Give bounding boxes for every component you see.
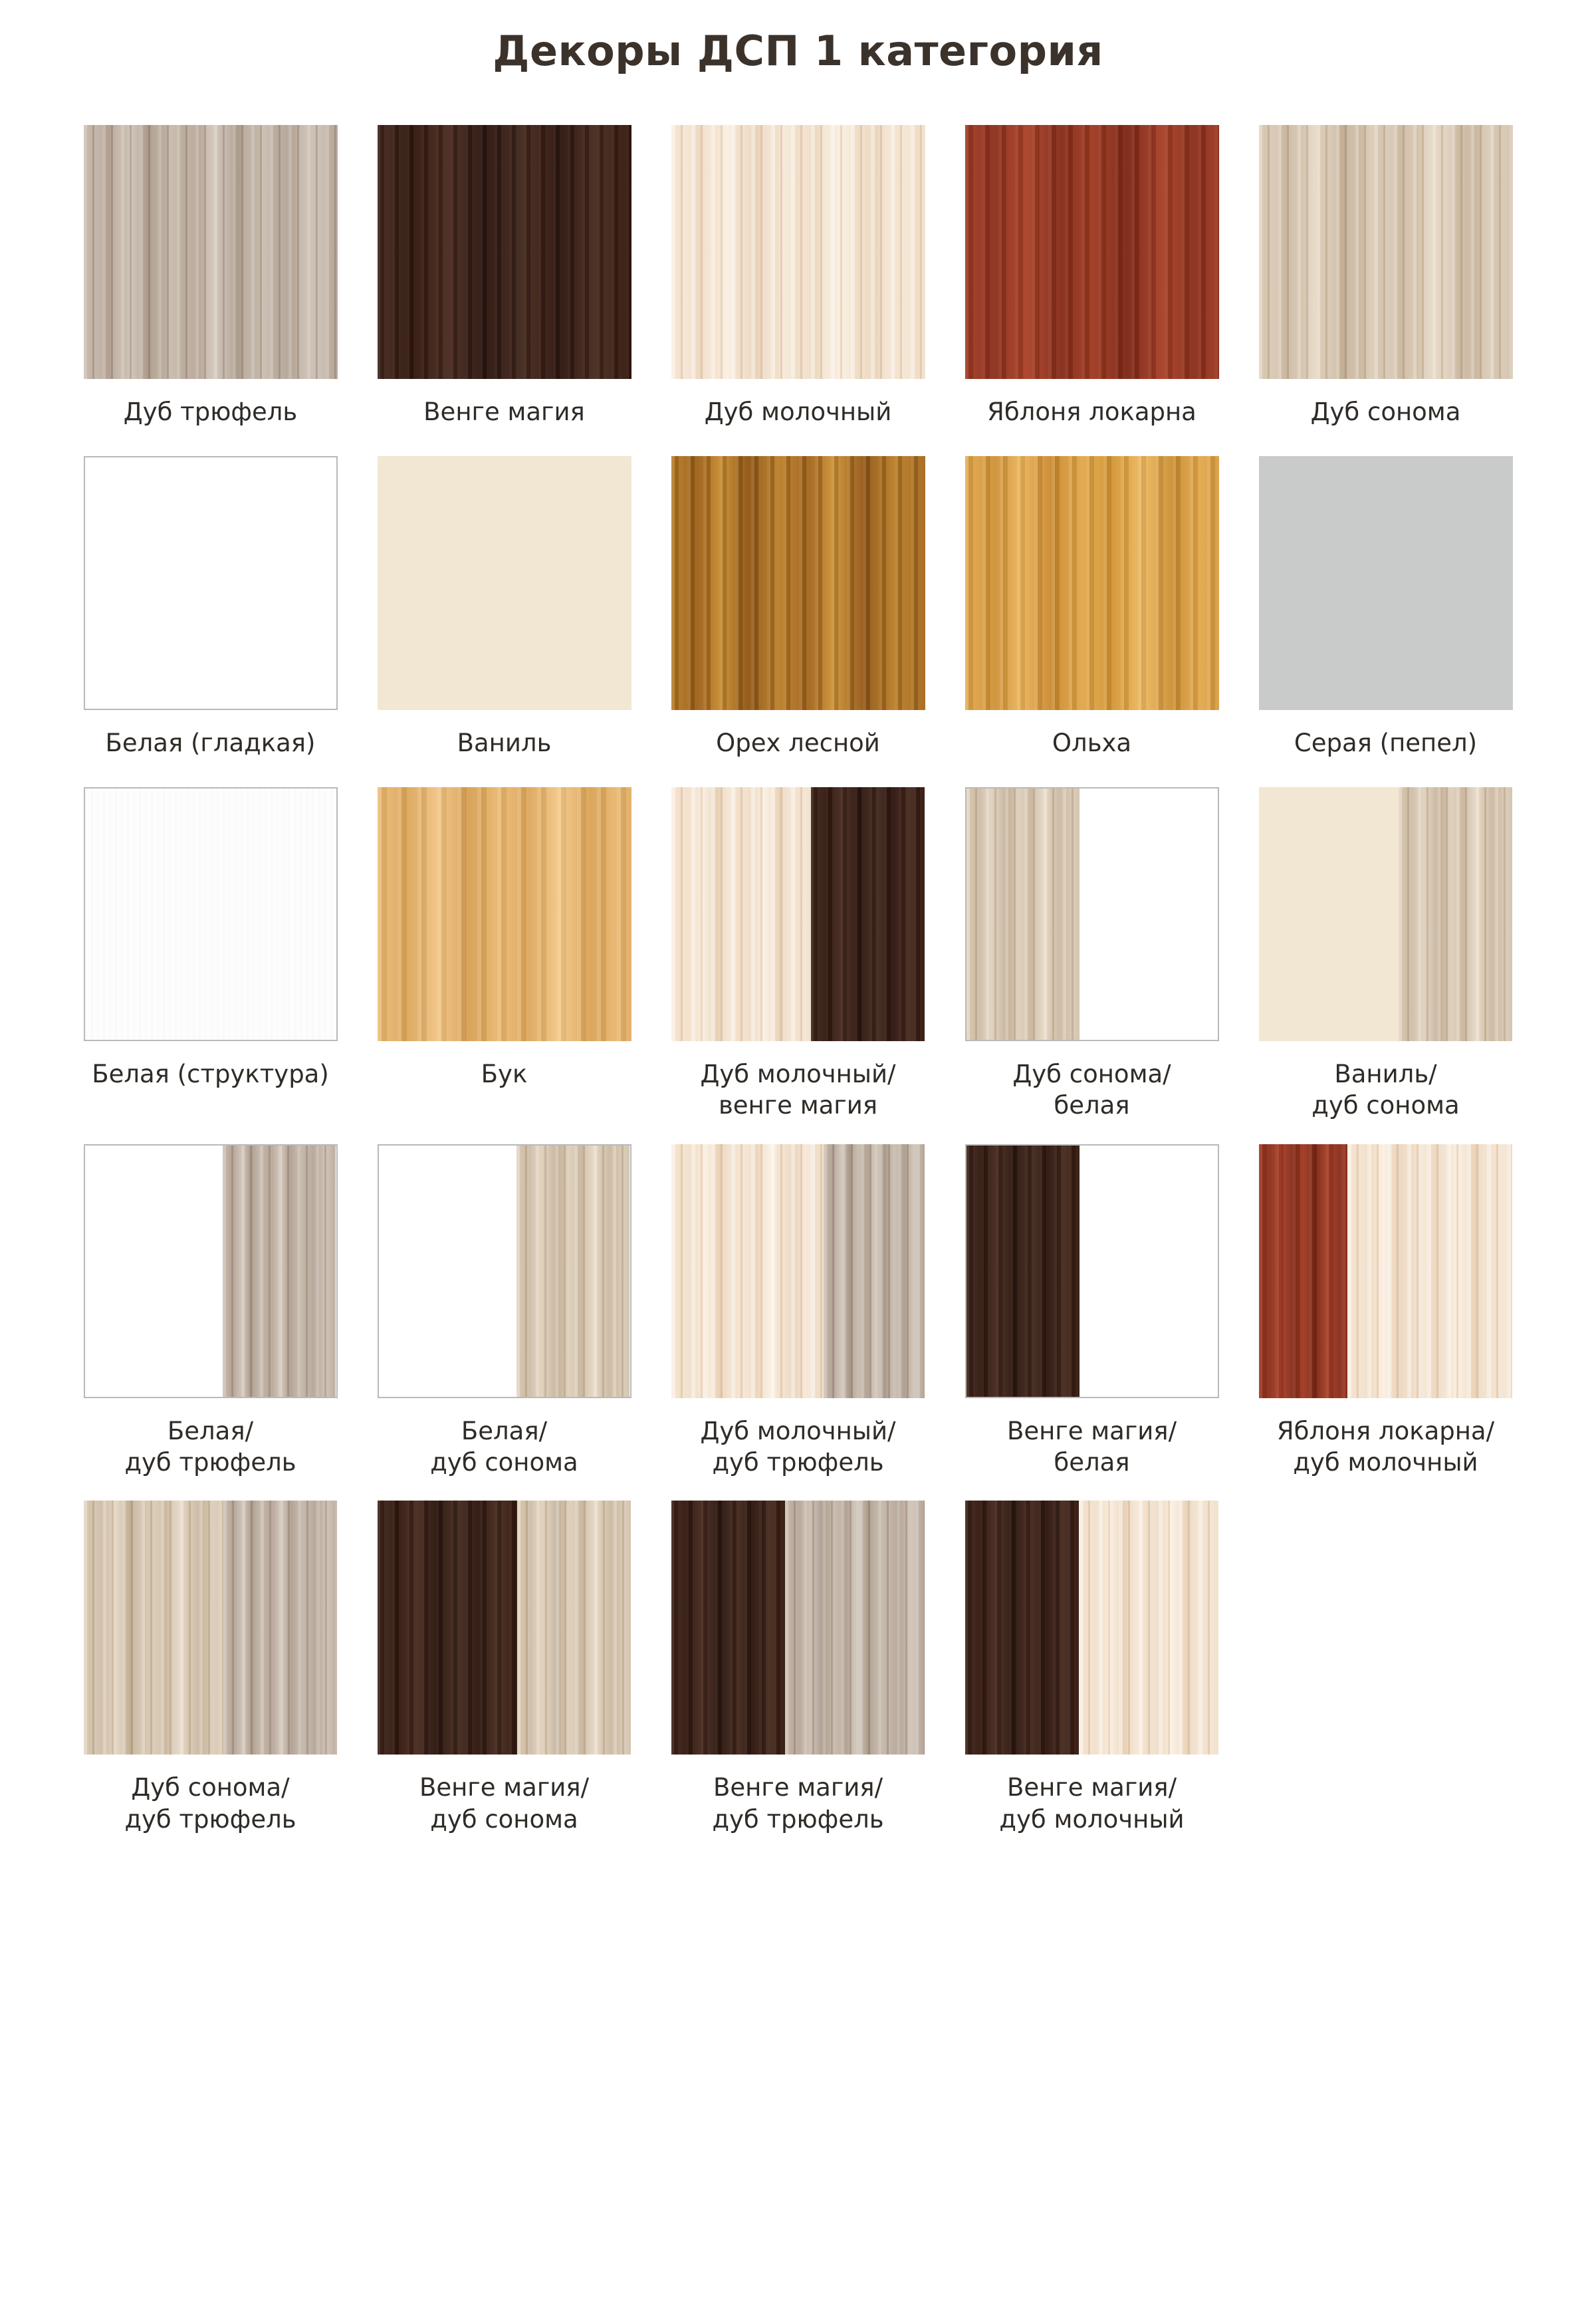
swatch-cell[interactable] xyxy=(77,1501,344,1858)
swatch-cell[interactable] xyxy=(1252,456,1520,787)
panel-dub-sonoma xyxy=(1259,125,1513,379)
swatch-dub-sonoma[interactable] xyxy=(1259,125,1513,379)
swatch-dub-molochnyy[interactable] xyxy=(671,125,925,379)
swatch-venge-magiya-dub-tryufel[interactable] xyxy=(671,1501,925,1755)
panel-dub-tryufel xyxy=(84,125,338,379)
swatch-caption: Венге магия/ дуб молочный xyxy=(999,1773,1185,1834)
panel-belaya-struktura xyxy=(85,789,336,1040)
panel-venge xyxy=(811,787,925,1041)
swatch-caption: Белая/ дуб трюфель xyxy=(124,1416,296,1477)
swatch-caption: Бук xyxy=(481,1060,528,1088)
panel-belaya xyxy=(1080,1146,1218,1397)
panel-buk xyxy=(378,787,631,1041)
swatch-grid xyxy=(77,125,1520,1858)
panel-venge xyxy=(671,1501,786,1755)
swatch-belaya-struktura[interactable] xyxy=(84,787,338,1041)
panel-dub-molochnyy xyxy=(1347,1144,1512,1398)
swatch-vanil-dub-sonoma[interactable] xyxy=(1259,787,1513,1041)
panel-dub-molochnyy xyxy=(671,787,811,1041)
panel-belaya xyxy=(85,1146,223,1397)
panel-venge xyxy=(965,1501,1080,1755)
swatch-caption: Венге магия/ белая xyxy=(1006,1416,1177,1477)
panel-vanil xyxy=(378,456,631,710)
swatch-cell[interactable] xyxy=(1252,1144,1520,1501)
page-title: Декоры ДСП 1 категория xyxy=(493,27,1103,75)
swatch-caption: Орех лесной xyxy=(716,729,880,757)
swatch-cell[interactable] xyxy=(77,125,344,456)
swatch-caption: Дуб трюфель xyxy=(123,398,298,426)
swatch-olha[interactable] xyxy=(965,456,1219,710)
swatch-caption: Яблоня локарна xyxy=(987,398,1197,426)
panel-belaya xyxy=(379,1146,517,1397)
swatch-venge-magiya-belaya[interactable] xyxy=(965,1144,1219,1398)
swatch-caption: Дуб молочный/ венге магия xyxy=(700,1060,896,1120)
swatch-dub-sonoma-belaya[interactable] xyxy=(965,787,1219,1041)
swatch-caption: Дуб сонома/ белая xyxy=(1012,1060,1171,1120)
panel-venge xyxy=(967,1146,1080,1397)
panel-belaya-gladkaya xyxy=(85,457,336,709)
swatch-caption: Ваниль xyxy=(457,729,552,757)
swatch-caption: Венге магия/ дуб трюфель xyxy=(712,1773,884,1834)
swatch-caption: Дуб сонома xyxy=(1310,398,1461,426)
swatch-belaya-gladkaya[interactable] xyxy=(84,456,338,710)
panel-yablonya-lokarna xyxy=(1259,1144,1348,1398)
swatch-cell-empty xyxy=(1252,1501,1520,1858)
swatch-oreh-lesnoy[interactable] xyxy=(671,456,925,710)
panel-dub-molochnyy xyxy=(1079,1501,1218,1755)
panel-dub-tryufel xyxy=(223,1501,338,1755)
swatch-caption: Белая (структура) xyxy=(92,1060,329,1088)
swatch-cell[interactable] xyxy=(665,787,932,1144)
panel-venge xyxy=(378,125,631,379)
swatch-caption: Венге магия/ дуб сонома xyxy=(419,1773,590,1834)
swatch-venge-magiya-dub-molochnyy[interactable] xyxy=(965,1501,1219,1755)
swatch-belaya-dub-tryufel[interactable] xyxy=(84,1144,338,1398)
swatch-cell[interactable] xyxy=(77,456,344,787)
swatch-caption: Яблоня локарна/ дуб молочный xyxy=(1276,1416,1495,1477)
swatch-caption: Ольха xyxy=(1052,729,1132,757)
swatch-caption: Дуб молочный/ дуб трюфель xyxy=(700,1416,896,1477)
swatch-caption: Венге магия xyxy=(423,398,585,426)
swatch-cell[interactable] xyxy=(371,1144,638,1501)
swatch-caption: Белая (гладкая) xyxy=(105,729,316,757)
swatch-vanil[interactable] xyxy=(378,456,631,710)
panel-dub-sonoma xyxy=(516,1146,629,1397)
swatch-cell[interactable] xyxy=(665,1501,932,1858)
swatch-venge-magiya-dub-sonoma[interactable] xyxy=(378,1501,631,1755)
swatch-cell[interactable] xyxy=(665,456,932,787)
panel-olha xyxy=(965,456,1219,710)
panel-venge xyxy=(378,1501,517,1755)
swatch-cell[interactable] xyxy=(371,1501,638,1858)
swatch-caption: Ваниль/ дуб сонома xyxy=(1311,1060,1460,1120)
swatch-cell[interactable] xyxy=(959,787,1226,1144)
swatch-buk[interactable] xyxy=(378,787,631,1041)
panel-oreh-lesnoy xyxy=(671,456,925,710)
swatch-cell[interactable] xyxy=(665,1144,932,1501)
swatch-caption: Серая (пепел) xyxy=(1294,729,1478,757)
swatch-caption: Дуб молочный xyxy=(704,398,892,426)
swatch-dub-sonoma-dub-tryufel[interactable] xyxy=(84,1501,338,1755)
swatch-cell[interactable] xyxy=(959,1144,1226,1501)
panel-dub-sonoma xyxy=(517,1501,631,1755)
panel-dub-tryufel xyxy=(824,1144,925,1398)
swatch-belaya-dub-sonoma[interactable] xyxy=(378,1144,631,1398)
panel-vanil xyxy=(1259,787,1399,1041)
decor-catalog-page xyxy=(0,27,1596,2309)
swatch-cell[interactable] xyxy=(959,125,1226,456)
swatch-caption: Дуб сонома/ дуб трюфель xyxy=(124,1773,296,1834)
swatch-cell[interactable] xyxy=(77,1144,344,1501)
panel-yablonya-lokarna xyxy=(965,125,1219,379)
swatch-venge-magiya[interactable] xyxy=(378,125,631,379)
swatch-cell[interactable] xyxy=(665,125,932,456)
panel-seraya-pepel xyxy=(1259,456,1513,710)
swatch-yablonya-lokarna-dub-molochnyy[interactable] xyxy=(1259,1144,1513,1398)
swatch-yablonya-lokarna[interactable] xyxy=(965,125,1219,379)
swatch-cell[interactable] xyxy=(959,1501,1226,1858)
swatch-cell[interactable] xyxy=(1252,125,1520,456)
swatch-cell[interactable] xyxy=(77,787,344,1144)
panel-dub-molochnyy xyxy=(671,1144,824,1398)
swatch-cell[interactable] xyxy=(959,456,1226,787)
panel-dub-sonoma xyxy=(967,789,1080,1040)
swatch-dub-tryufel[interactable] xyxy=(84,125,338,379)
swatch-seraya-pepel[interactable] xyxy=(1259,456,1513,710)
panel-dub-sonoma xyxy=(1399,787,1513,1041)
panel-dub-molochnyy xyxy=(671,125,925,379)
swatch-cell[interactable] xyxy=(371,456,638,787)
panel-dub-tryufel xyxy=(785,1501,925,1755)
panel-belaya xyxy=(1080,789,1218,1040)
swatch-cell[interactable] xyxy=(371,787,638,1144)
panel-dub-tryufel xyxy=(223,1146,336,1397)
panel-dub-sonoma xyxy=(84,1501,223,1755)
swatch-dub-molochnyy-venge-magiya[interactable] xyxy=(671,787,925,1041)
swatch-caption: Белая/ дуб сонома xyxy=(430,1416,578,1477)
swatch-cell[interactable] xyxy=(371,125,638,456)
swatch-cell[interactable] xyxy=(1252,787,1520,1144)
swatch-dub-molochnyy-dub-tryufel[interactable] xyxy=(671,1144,925,1398)
